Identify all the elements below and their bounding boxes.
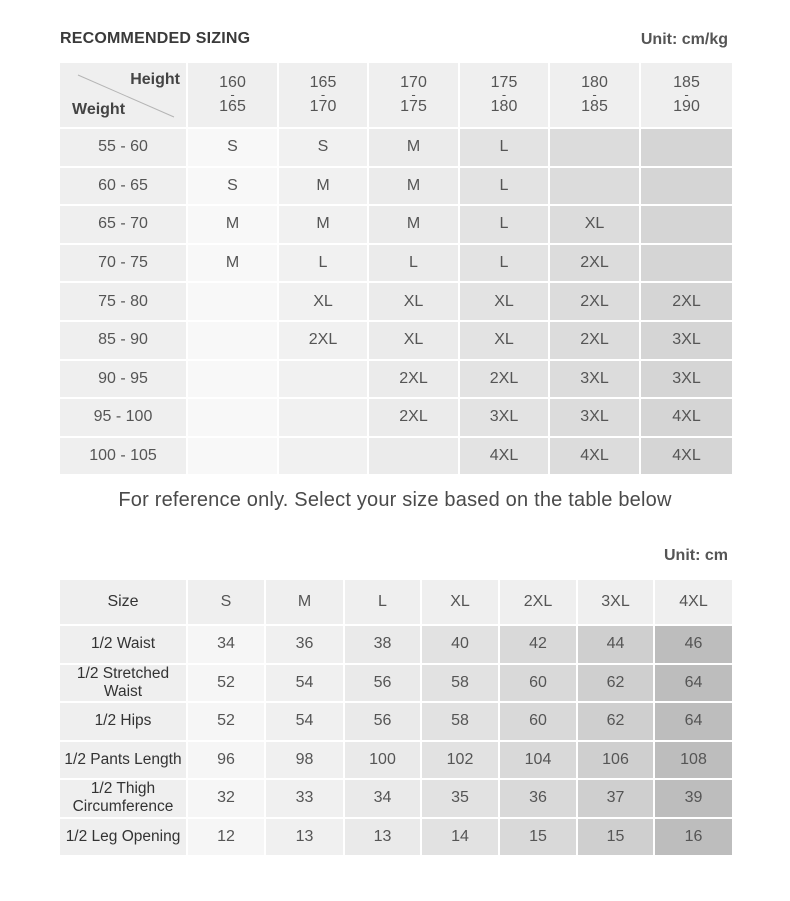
measurement-value: 98 (265, 741, 344, 780)
size-cell: 2XL (368, 398, 459, 437)
measurement-row (59, 741, 733, 780)
height-range-bottom: 180 (490, 98, 518, 115)
size-cell (187, 321, 278, 360)
weight-row (59, 437, 733, 476)
size-cell: M (278, 167, 368, 206)
size-cell: L (459, 205, 549, 244)
size-cell: 2XL (549, 282, 640, 321)
size-cell: 4XL (640, 398, 733, 437)
measurement-value: 34 (187, 625, 265, 664)
weight-row (59, 321, 733, 360)
measurement-value: 54 (265, 702, 344, 741)
measurement-value: 34 (344, 779, 421, 818)
measurement-value: 60 (499, 664, 577, 703)
size-cell: 2XL (368, 360, 459, 399)
size-cell (187, 282, 278, 321)
measurement-value: 58 (421, 664, 499, 703)
weight-range-cell: 100 - 105 (59, 437, 187, 476)
size-cell: 3XL (549, 360, 640, 399)
size-cell: L (278, 244, 368, 283)
size-column-header: 3XL (577, 579, 654, 625)
weight-range-cell: 70 - 75 (59, 244, 187, 283)
size-cell: 2XL (278, 321, 368, 360)
measurement-value: 62 (577, 664, 654, 703)
size-cell: 4XL (640, 437, 733, 476)
size-cell: S (187, 167, 278, 206)
measurement-value: 32 (187, 779, 265, 818)
weight-range-cell: 60 - 65 (59, 167, 187, 206)
height-range-header (278, 62, 368, 128)
weight-range-cell: 90 - 95 (59, 360, 187, 399)
weight-row (59, 244, 733, 283)
size-cell: L (459, 244, 549, 283)
size-column-header: M (265, 579, 344, 625)
weight-row (59, 360, 733, 399)
height-range-bottom: 175 (400, 98, 427, 115)
height-range-mid: - (684, 87, 689, 102)
reference-note: For reference only. Select your size based on the table below (118, 489, 672, 511)
height-range-bottom: 165 (219, 98, 246, 115)
measurement-value: 16 (654, 818, 733, 857)
measurement-label: 1/2 Waist (59, 625, 187, 664)
height-range-top: 185 (673, 74, 700, 91)
height-axis-label: Height (130, 71, 180, 88)
measurement-value: 100 (344, 741, 421, 780)
measurement-value: 38 (344, 625, 421, 664)
measurement-value: 36 (265, 625, 344, 664)
measurement-value: 58 (421, 702, 499, 741)
measurement-value: 40 (421, 625, 499, 664)
weight-range-cell: 65 - 70 (59, 205, 187, 244)
size-cell (278, 398, 368, 437)
measurement-value: 44 (577, 625, 654, 664)
measurement-value: 64 (654, 664, 733, 703)
height-range-mid: - (320, 87, 326, 102)
weight-row (59, 128, 733, 167)
measurement-value: 13 (344, 818, 421, 857)
size-measurement-table (58, 578, 734, 857)
size-cell: 3XL (640, 360, 733, 399)
size-cell (368, 437, 459, 476)
measurement-row (59, 702, 733, 741)
size-cell: 2XL (549, 244, 640, 283)
measurement-value: 12 (187, 818, 265, 857)
size-cell: M (278, 205, 368, 244)
measurement-value: 106 (577, 741, 654, 780)
size-cell: XL (459, 321, 549, 360)
height-range-top: 165 (309, 74, 337, 91)
size-cell: 2XL (549, 321, 640, 360)
size-cell: S (187, 128, 278, 167)
measurement-value: 96 (187, 741, 265, 780)
measurement-value: 60 (499, 702, 577, 741)
measurement-value: 39 (654, 779, 733, 818)
measurement-value: 56 (344, 664, 421, 703)
size-cell (187, 398, 278, 437)
weight-axis-label: Weight (72, 101, 126, 118)
size-cell: L (459, 128, 549, 167)
height-range-header (459, 62, 549, 128)
measurement-value: 102 (421, 741, 499, 780)
size-cell (640, 205, 733, 244)
height-range-top: 180 (581, 74, 608, 91)
unit-label-bottom: Unit: cm (664, 547, 728, 564)
size-cell: 2XL (459, 360, 549, 399)
size-header-label: Size (59, 579, 187, 625)
weight-range-cell: 85 - 90 (59, 321, 187, 360)
measurement-value: 36 (499, 779, 577, 818)
size-cell (640, 167, 733, 206)
measurement-value: 13 (265, 818, 344, 857)
size-cell (640, 244, 733, 283)
measurement-label: 1/2 Thigh Circumference (59, 779, 187, 818)
size-cell: 2XL (640, 282, 733, 321)
measurement-row (59, 818, 733, 857)
measurement-value: 104 (499, 741, 577, 780)
measurement-label: 1/2 Hips (59, 702, 187, 741)
size-cell (640, 128, 733, 167)
height-range-bottom: 190 (673, 98, 700, 115)
size-cell: S (278, 128, 368, 167)
measurement-value: 52 (187, 664, 265, 703)
size-column-header: 2XL (499, 579, 577, 625)
height-range-bottom: 185 (581, 98, 608, 115)
weight-row (59, 398, 733, 437)
measurement-value: 15 (577, 818, 654, 857)
height-range-header (549, 62, 640, 128)
weight-row (59, 282, 733, 321)
size-cell (278, 360, 368, 399)
size-cell: XL (459, 282, 549, 321)
size-cell: M (187, 205, 278, 244)
measurement-label: 1/2 Pants Length (59, 741, 187, 780)
measurement-value: 37 (577, 779, 654, 818)
height-range-bottom: 170 (309, 98, 337, 115)
size-cell: 3XL (459, 398, 549, 437)
size-header-row (59, 579, 733, 625)
size-cell: 3XL (640, 321, 733, 360)
size-column-header: S (187, 579, 265, 625)
height-header-row (59, 62, 733, 128)
measurement-label: 1/2 Leg Opening (59, 818, 187, 857)
corner-header-cell (59, 62, 187, 128)
measurement-row (59, 664, 733, 703)
recommended-sizing-title: RECOMMENDED SIZING (60, 30, 251, 47)
height-range-mid: - (411, 87, 416, 102)
size-cell: L (368, 244, 459, 283)
weight-row (59, 205, 733, 244)
weight-range-cell: 95 - 100 (59, 398, 187, 437)
height-range-mid: - (230, 87, 235, 102)
size-cell (187, 437, 278, 476)
height-range-top: 170 (400, 74, 427, 91)
height-range-mid: - (501, 87, 507, 102)
size-cell: 4XL (459, 437, 549, 476)
measurement-value: 42 (499, 625, 577, 664)
measurement-value: 62 (577, 702, 654, 741)
size-cell: 4XL (549, 437, 640, 476)
height-range-mid: - (592, 87, 597, 102)
size-cell: L (459, 167, 549, 206)
size-cell: M (368, 128, 459, 167)
measurement-value: 108 (654, 741, 733, 780)
measurement-value: 54 (265, 664, 344, 703)
weight-range-cell: 55 - 60 (59, 128, 187, 167)
measurement-label: 1/2 Stretched Waist (59, 664, 187, 703)
size-cell: M (368, 167, 459, 206)
weight-range-cell: 75 - 80 (59, 282, 187, 321)
size-cell: M (187, 244, 278, 283)
weight-row (59, 167, 733, 206)
height-range-header (640, 62, 733, 128)
measurement-value: 64 (654, 702, 733, 741)
size-cell: XL (368, 321, 459, 360)
size-cell: 3XL (549, 398, 640, 437)
size-cell: XL (278, 282, 368, 321)
height-range-top: 160 (219, 74, 246, 91)
measurement-row (59, 779, 733, 818)
measurement-value: 33 (265, 779, 344, 818)
measurement-value: 46 (654, 625, 733, 664)
size-cell: XL (368, 282, 459, 321)
measurement-row (59, 625, 733, 664)
measurement-value: 56 (344, 702, 421, 741)
size-cell (549, 128, 640, 167)
size-column-header: L (344, 579, 421, 625)
unit-label-top: Unit: cm/kg (640, 31, 728, 48)
height-range-top: 175 (490, 74, 518, 91)
size-cell (187, 360, 278, 399)
recommended-sizing-table (58, 61, 734, 476)
measurement-value: 52 (187, 702, 265, 741)
size-column-header: 4XL (654, 579, 733, 625)
height-range-header (187, 62, 278, 128)
measurement-value: 35 (421, 779, 499, 818)
size-column-header: XL (421, 579, 499, 625)
height-range-header (368, 62, 459, 128)
measurement-value: 15 (499, 818, 577, 857)
size-cell: M (368, 205, 459, 244)
measurement-value: 14 (421, 818, 499, 857)
size-cell (278, 437, 368, 476)
size-cell: XL (549, 205, 640, 244)
size-cell (549, 167, 640, 206)
